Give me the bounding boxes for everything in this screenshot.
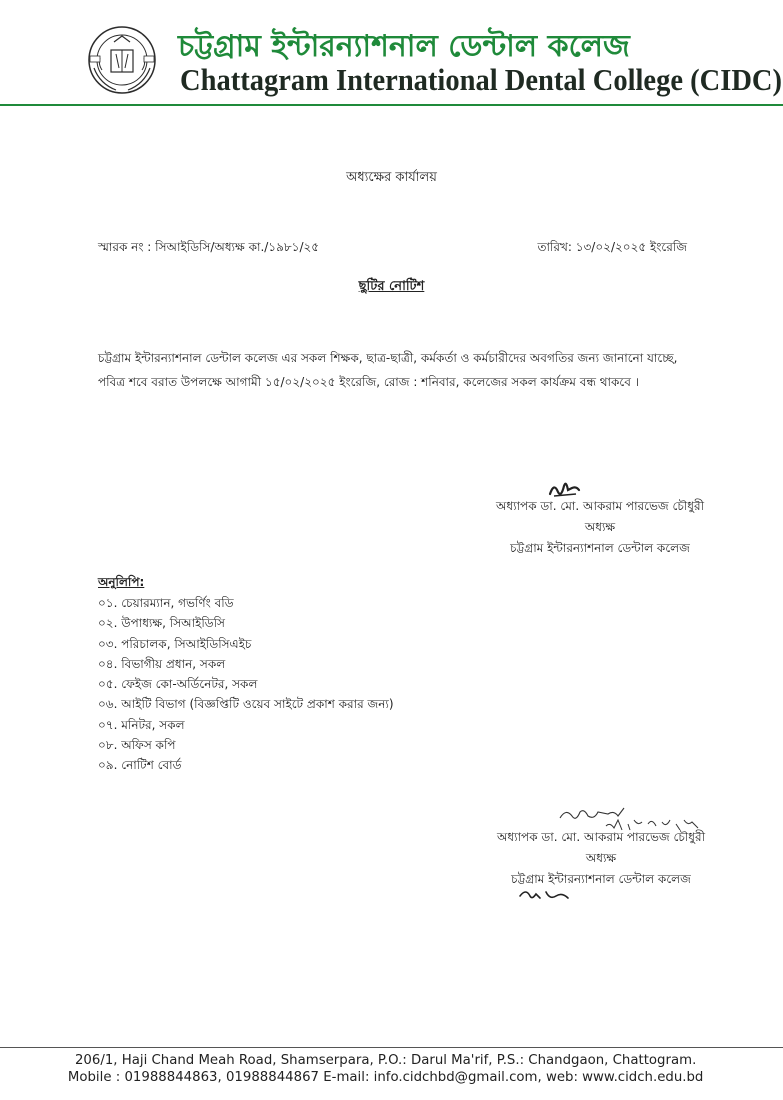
notice-date: তারিখ: ১৩/০২/২০২৫ ইংরেজি [537,240,687,254]
college-name-bangla: চট্টগ্রাম ইন্টারন্যাশনাল ডেন্টাল কলেজ [178,29,630,64]
signatory-name: অধ্যাপক ডা. মো. আকরাম পারভেজ চৌধুরী [495,499,705,513]
list-item: ০৪. বিভাগীয় প্রধান, সকল [98,656,226,671]
signatory-organization: চট্টগ্রাম ইন্টারন্যাশনাল ডেন্টাল কলেজ [510,541,690,555]
signatory-role: অধ্যক্ষ [585,851,617,865]
cc-list [98,595,394,778]
list-item: ০১. চেয়ারম্যান, গভর্ণিং বডি [98,596,234,610]
list-item: ০৫. ফেইজ কো-অর্ডিনেটর, সকল [98,677,258,692]
signatory-name: অধ্যাপক ডা. মো. আকরাম পারভেজ চৌধুরী [496,830,706,844]
list-item: ০৮. অফিস কপি [98,738,176,753]
college-name-english: Chattagram International Dental College (CIDC) [180,62,783,97]
signatory-organization: চট্টগ্রাম ইন্টারন্যাশনাল ডেন্টাল কলেজ [511,872,691,886]
header-divider [0,104,783,106]
notice-title-text: ছুটির নোটিশ [358,279,425,294]
list-item: ০২. উপাধ্যক্ষ, সিআইডিসি [98,616,225,631]
list-item: ০৭. মনিটর, সকল [98,717,185,732]
college-logo [86,24,158,96]
notice-body-line-1: চট্টগ্রাম ইন্টারন্যাশনাল ডেন্টাল কলেজ এর সকল শিক্ষক, ছাত্র-ছাত্রী, কর্মকর্তা ও কর্মচারীদের অবগতির জন্য জানানো যাচ্ছে, [98,351,678,365]
signatory-role: অধ্যক্ষ [584,520,616,534]
footer-divider [0,1047,783,1048]
list-item: ০৩. পরিচালক, সিআইডিসিএইচ [98,636,252,651]
notice-title [0,277,783,298]
signature-mark [548,478,582,500]
memo-number: স্মারক নং : সিআইডিসি/অধ্যক্ষ কা./১৯৮১/২৫ [98,240,320,254]
list-item: ০৬. আইটি বিভাগ (বিজ্ঞপ্তিটি ওয়েব সাইটে প্রকাশ করার জন্য) [98,697,394,712]
footer-contact: Mobile : 01988844863, 01988844867 E-mail: info.cidchbd@gmail.com, web: www.cidch.edu.bd [67,1069,704,1085]
list-item: ০৯. নোটিশ বোর্ড [98,758,182,773]
footer-address: 206/1, Haji Chand Meah Road, Shamserpara, P.O.: Darul Ma'rif, P.S.: Chandgaon, Chattogram. [74,1052,697,1068]
initial-mark [516,884,572,904]
cc-heading: অনুলিপি: [98,575,145,589]
office-label: অধ্যক্ষের কার্যালয় [346,170,437,185]
notice-body-line-2: পবিত্র শবে বরাত উপলক্ষে আগামী ১৫/০২/২০২৫ ইংরেজি, রোজ : শনিবার, কলেজের সকল কার্যক্রম বন্ধ থাকবে । [98,375,640,389]
